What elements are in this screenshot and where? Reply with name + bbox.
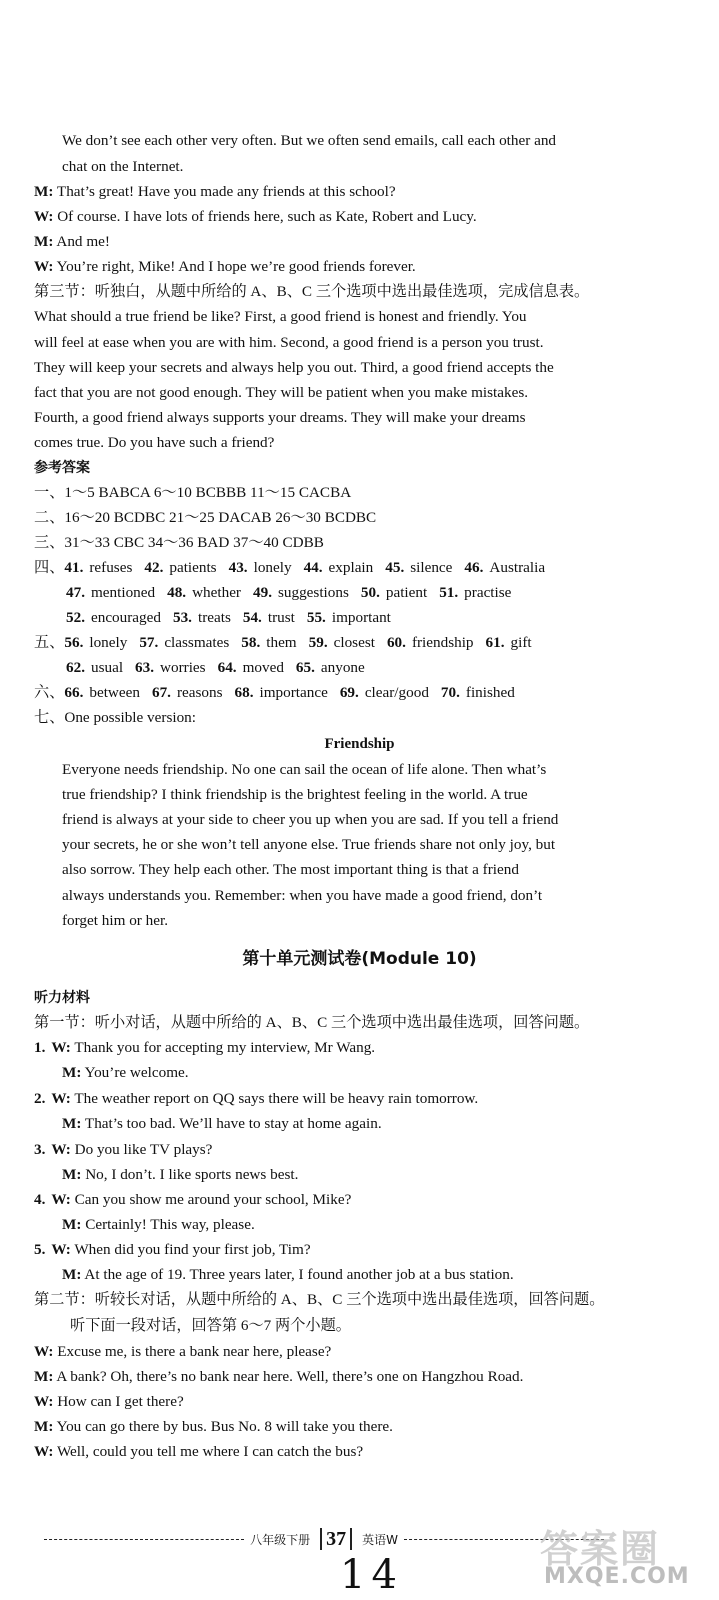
fill-answer-row <box>34 683 689 703</box>
line-text: That’s great! Have you made any friends at this school? <box>53 183 396 200</box>
dialog-text: How can I get there? <box>53 1393 184 1410</box>
item-number: 41. <box>64 559 84 576</box>
dialog-text: Excuse me, is there a bank near here, please? <box>53 1343 332 1360</box>
item-answer: friendship <box>411 634 474 651</box>
essay-line: always understands you. Remember: when you have made a good friend, don’t <box>62 887 543 904</box>
item-answer: reasons <box>176 684 223 701</box>
line-text: fact that you are not good enough. They will be patient when you make mistakes. <box>34 384 529 401</box>
dialog-number: 5. <box>34 1241 46 1258</box>
essay-line: forget him or her. <box>62 912 169 929</box>
unit-title: 第十单元测试卷(Module 10) <box>242 949 477 969</box>
line-text: comes true. Do you have such a friend? <box>34 434 275 451</box>
item-number: 48. <box>167 584 187 601</box>
dialog-text: You’re welcome. <box>81 1064 189 1081</box>
speaker-label: M: <box>34 1418 54 1435</box>
long-dialog-line <box>34 1417 689 1437</box>
dialog-m-line <box>62 1165 689 1185</box>
item-number: 70. <box>440 684 460 701</box>
section-2-instruction: 第二节：听较长对话，从题中所给的 A、B、C 三个选项中选出最佳选项，回答问题。 <box>34 1291 605 1308</box>
speaker-label: W: <box>51 1191 71 1208</box>
speaker-label: M: <box>62 1266 82 1283</box>
fill-answer-row <box>66 658 689 678</box>
speaker-label: M: <box>62 1115 82 1132</box>
item-answer: mentioned <box>90 584 156 601</box>
section-1-instruction: 第一节：听小对话，从题中所给的 A、B、C 三个选项中选出最佳选项，回答问题。 <box>34 1014 590 1031</box>
text-line <box>34 207 689 227</box>
dialog-text: Certainly! This way, please. <box>81 1216 255 1233</box>
line-text: Fourth, a good friend always supports your dreams. They will make your dreams <box>34 409 526 426</box>
item-number: 57. <box>139 634 159 651</box>
speaker-label: M: <box>62 1064 82 1081</box>
fill-answer-row <box>34 558 689 578</box>
item-answer: between <box>89 684 140 701</box>
dialog-text: The weather report on QQ says there will be heavy rain tomorrow. <box>70 1090 479 1107</box>
text-line <box>34 433 689 453</box>
text-line <box>34 307 689 327</box>
text-line <box>34 408 689 428</box>
long-dialog-line <box>34 1342 689 1362</box>
page-footer <box>44 1526 604 1552</box>
speaker-label: W: <box>34 1343 54 1360</box>
dialog-m-line <box>62 1063 689 1083</box>
item-answer: patient <box>385 584 428 601</box>
footer-grade: 八年级下册 <box>250 1532 311 1547</box>
item-number: 59. <box>308 634 328 651</box>
item-number: 55. <box>306 609 326 626</box>
section-prefix: 五、 <box>34 634 65 651</box>
long-dialog-line <box>34 1392 689 1412</box>
dialog-m-line <box>62 1265 689 1285</box>
fill-answer-row <box>34 633 689 653</box>
dialog-w-line <box>34 1190 689 1210</box>
watermark-top: 答案圈 <box>540 1527 661 1571</box>
item-answer: clear/good <box>364 684 429 701</box>
line-text: What should a true friend be like? First, a good friend is honest and friendly. You <box>34 308 527 325</box>
dialog-number: 3. <box>34 1141 46 1158</box>
footer-subject: 英语W <box>362 1532 398 1547</box>
item-number: 68. <box>234 684 254 701</box>
speaker-label: M: <box>34 233 54 250</box>
dialog-text: That’s too bad. We’ll have to stay at home again. <box>81 1115 382 1132</box>
speaker-label: W: <box>51 1039 71 1056</box>
speaker-label: M: <box>34 183 54 200</box>
speaker-label: W: <box>51 1090 71 1107</box>
item-number: 44. <box>303 559 323 576</box>
item-answer: lonely <box>89 634 128 651</box>
dialog-text: At the age of 19. Three years later, I found another job at a bus station. <box>81 1266 514 1283</box>
item-number: 58. <box>241 634 261 651</box>
speaker-label: M: <box>62 1216 82 1233</box>
item-answer: explain <box>328 559 374 576</box>
answer-heading: 参考答案 <box>34 460 90 476</box>
item-number: 43. <box>228 559 248 576</box>
item-answer: moved <box>242 659 284 676</box>
item-number: 53. <box>172 609 192 626</box>
essay-line: your secrets, he or she won’t tell anyone else. True friends share not only joy, but <box>62 836 556 853</box>
item-answer: importance <box>259 684 328 701</box>
essay-line: true friendship? I think friendship is the brightest feeling in the world. A true <box>62 786 528 803</box>
line-text: They will keep your secrets and always help you out. Third, a good friend accepts the <box>34 359 554 376</box>
item-number: 60. <box>386 634 406 651</box>
dialog-number: 1. <box>34 1039 46 1056</box>
dialog-m-line <box>62 1215 689 1235</box>
fill-answer-row <box>66 583 689 603</box>
item-answer: anyone <box>320 659 365 676</box>
text-line <box>34 282 689 302</box>
item-answer: Australia <box>489 559 546 576</box>
dialog-w-line <box>34 1240 689 1260</box>
item-number: 54. <box>242 609 262 626</box>
item-number: 69. <box>339 684 359 701</box>
item-answer: encouraged <box>90 609 161 626</box>
text-line <box>34 358 689 378</box>
answer-line: 二、16～20 BCDBC 21～25 DACAB 26～30 BCDBC <box>34 509 377 526</box>
essay-line: also sorrow. They help each other. The most important thing is that a friend <box>62 861 519 878</box>
section-prefix: 六、 <box>34 684 65 701</box>
item-answer: classmates <box>164 634 230 651</box>
item-number: 66. <box>64 684 84 701</box>
speaker-label: W: <box>34 258 54 275</box>
item-answer: finished <box>465 684 515 701</box>
line-text: 第三节：听独白，从题中所给的 A、B、C 三个选项中选出最佳选项，完成信息表。 <box>34 283 590 300</box>
item-number: 46. <box>464 559 484 576</box>
dialog-number: 2. <box>34 1090 46 1107</box>
item-answer: them <box>266 634 297 651</box>
item-number: 64. <box>217 659 237 676</box>
text-line <box>34 333 689 353</box>
item-answer: usual <box>90 659 124 676</box>
dialog-text: When did you find your first job, Tim? <box>70 1241 311 1258</box>
item-number: 62. <box>66 659 85 676</box>
text-line <box>62 157 689 177</box>
text-line <box>62 131 689 151</box>
speaker-label: W: <box>51 1241 71 1258</box>
essay-title: Friendship <box>324 736 395 752</box>
item-number: 51. <box>439 584 459 601</box>
item-answer: closest <box>333 634 375 651</box>
essay-line: friend is always at your side to cheer you up when you are sad. If you tell a friend <box>62 811 559 828</box>
item-answer: suggestions <box>277 584 349 601</box>
dialog-text: No, I don’t. I like sports news best. <box>81 1166 299 1183</box>
dialog-text: Well, could you tell me where I can catch the bus? <box>53 1443 364 1460</box>
handwritten-page-note: 14 <box>340 1552 403 1598</box>
watermark-bottom: MXQE.COM <box>544 1564 690 1589</box>
item-number: 47. <box>66 584 85 601</box>
dialog-number: 4. <box>34 1191 46 1208</box>
dialog-w-line <box>34 1140 689 1160</box>
watermark-logo <box>540 1518 710 1594</box>
item-answer: treats <box>197 609 231 626</box>
item-number: 49. <box>253 584 272 601</box>
speaker-label: W: <box>51 1141 71 1158</box>
essay-intro: 七、One possible version: <box>34 709 196 726</box>
line-text: will feel at ease when you are with him. Second, a good friend is a person you trust. <box>34 334 544 351</box>
item-answer: worries <box>160 659 206 676</box>
essay-line: Everyone needs friendship. No one can sail the ocean of life alone. Then what’s <box>62 761 547 778</box>
speaker-label: W: <box>34 208 54 225</box>
text-line <box>34 232 689 252</box>
long-dialog-line <box>34 1442 689 1462</box>
item-answer: important <box>331 609 391 626</box>
section-2-subinstruction: 听下面一段对话，回答第 6～7 两个小题。 <box>70 1317 351 1334</box>
answer-line: 三、31～33 CBC 34～36 BAD 37～40 CDBB <box>34 534 324 551</box>
long-dialog-line <box>34 1367 689 1387</box>
item-answer: lonely <box>253 559 292 576</box>
item-answer: practise <box>464 584 512 601</box>
item-number: 56. <box>64 634 84 651</box>
speaker-label: M: <box>34 1368 54 1385</box>
text-line <box>34 182 689 202</box>
item-answer: trust <box>267 609 295 626</box>
section-prefix: 四、 <box>34 559 65 576</box>
speaker-label: M: <box>62 1166 82 1183</box>
item-number: 42. <box>144 559 164 576</box>
line-text: You’re right, Mike! And I hope we’re good friends forever. <box>53 258 416 275</box>
item-number: 50. <box>360 584 380 601</box>
dialog-w-line <box>34 1089 689 1109</box>
item-number: 61. <box>485 634 505 651</box>
page-number: 37 <box>320 1528 352 1550</box>
answer-line: 一、1～5 BABCA 6～10 BCBBB 11～15 CACBA <box>34 484 352 501</box>
dialog-w-line <box>34 1038 689 1058</box>
dialog-m-line <box>62 1114 689 1134</box>
item-answer: refuses <box>89 559 133 576</box>
item-answer: silence <box>410 559 453 576</box>
item-number: 45. <box>385 559 405 576</box>
dialog-text: You can go there by bus. Bus No. 8 will take you there. <box>53 1418 393 1435</box>
dialog-text: A bank? Oh, there’s no bank near here. Well, there’s one on Hangzhou Road. <box>53 1368 524 1385</box>
fill-answer-row <box>66 608 689 628</box>
listening-heading: 听力材料 <box>34 990 90 1006</box>
item-answer: patients <box>169 559 217 576</box>
item-answer: whether <box>192 584 241 601</box>
dialog-text: Can you show me around your school, Mike? <box>70 1191 352 1208</box>
item-number: 67. <box>151 684 171 701</box>
item-answer: gift <box>510 634 532 651</box>
text-line <box>34 383 689 403</box>
dialog-text: Thank you for accepting my interview, Mr Wang. <box>70 1039 376 1056</box>
item-number: 63. <box>135 659 155 676</box>
item-number: 52. <box>66 609 85 626</box>
text-line <box>34 257 689 277</box>
dialog-text: Do you like TV plays? <box>70 1141 213 1158</box>
line-text: We don’t see each other very often. But we often send emails, call each other and <box>62 132 557 149</box>
speaker-label: W: <box>34 1443 54 1460</box>
footer-dash-left <box>44 1539 244 1540</box>
item-number: 65. <box>295 659 315 676</box>
line-text: Of course. I have lots of friends here, such as Kate, Robert and Lucy. <box>53 208 477 225</box>
line-text: chat on the Internet. <box>62 158 184 175</box>
line-text: And me! <box>53 233 110 250</box>
speaker-label: W: <box>34 1393 54 1410</box>
